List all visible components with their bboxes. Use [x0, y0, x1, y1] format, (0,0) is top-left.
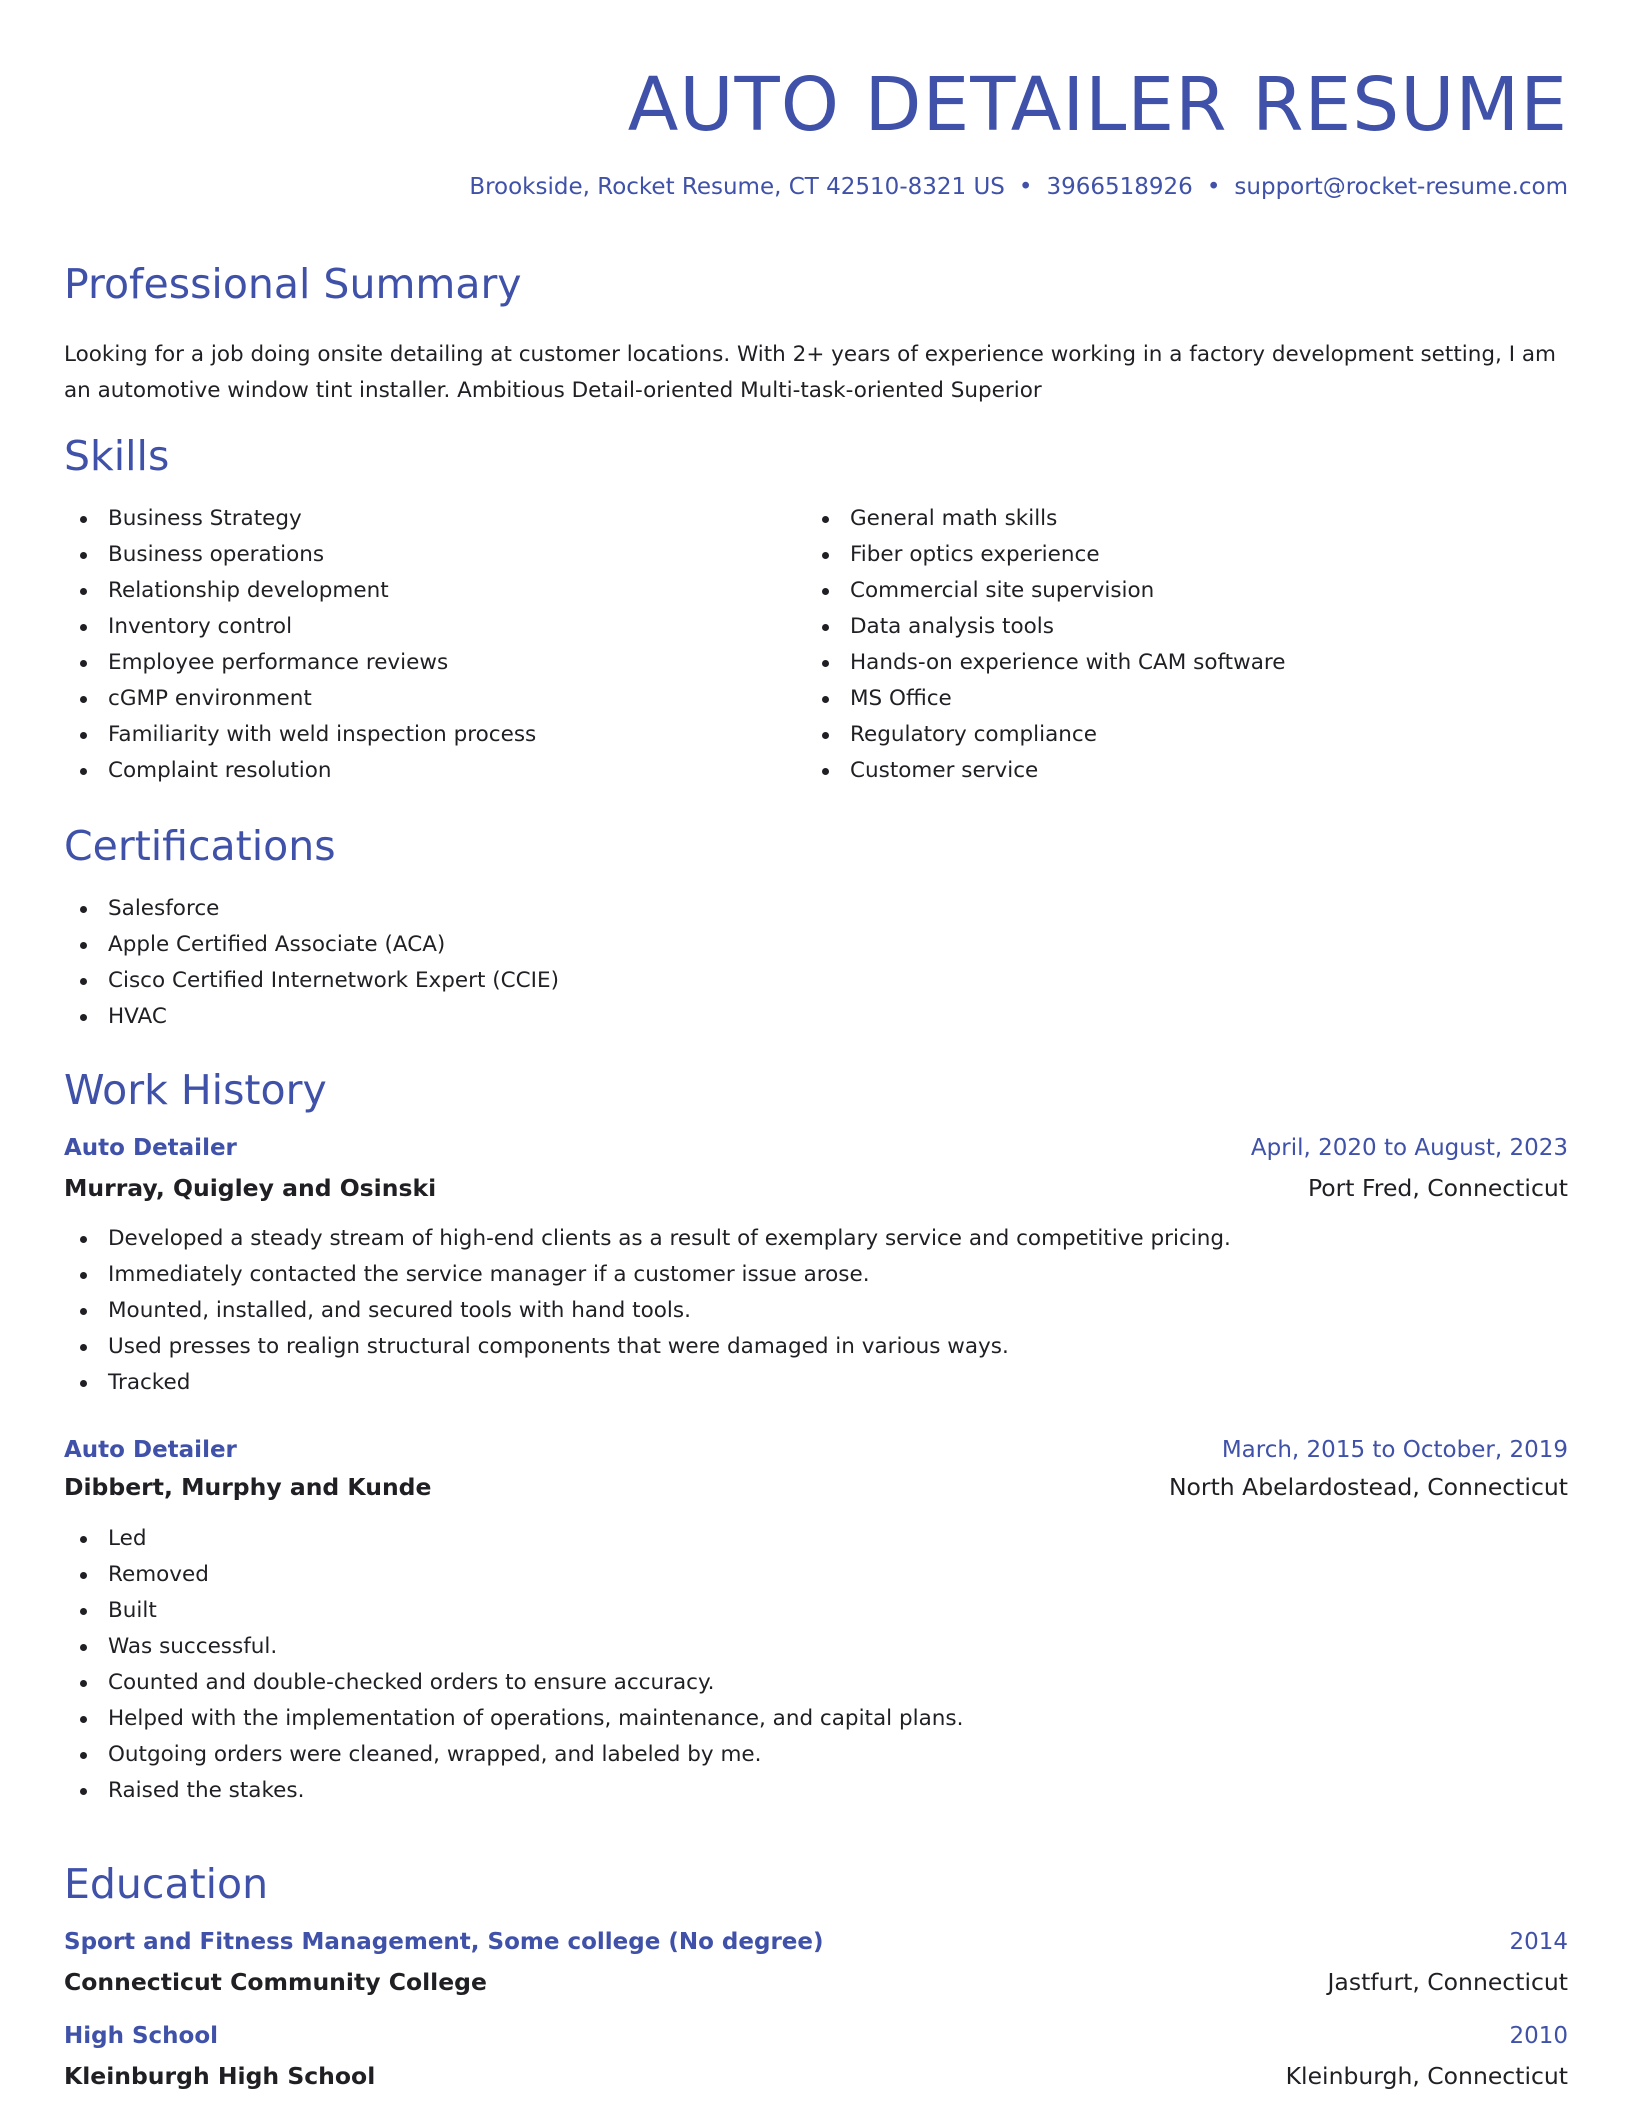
job-bullet: Used presses to realign structural components that were damaged in various ways.: [64, 1329, 1568, 1365]
contact-phone: 3966518926: [1046, 174, 1193, 200]
skill-item: Fiber optics experience: [806, 537, 1548, 573]
job-location: Port Fred, Connecticut: [1307, 1174, 1568, 1202]
contact-email: support@rocket-resume.com: [1234, 174, 1568, 200]
skills-list-left: [64, 501, 806, 789]
certification-item: Salesforce: [64, 891, 1568, 927]
job-entry: [64, 1137, 1568, 1401]
summary-text: Looking for a job doing onsite detailing at customer locations. With 2+ years of experience working in a factory development setting, I am an automotive window tint installer. Ambitious Detail-oriented Multi-task-oriented Superior: [64, 342, 1556, 403]
skill-item: Business operations: [64, 537, 806, 573]
work-history-section: [64, 1066, 1568, 1809]
skill-item: Employee performance reviews: [64, 645, 806, 681]
education-heading: Education: [64, 1860, 269, 1908]
skill-item: Hands-on experience with CAM software: [806, 645, 1548, 681]
skill-item: Relationship development: [64, 573, 806, 609]
job-subheader: [64, 1472, 1568, 1501]
job-bullet: Helped with the implementation of operations, maintenance, and capital plans.: [64, 1701, 1568, 1737]
skill-item: Familiarity with weld inspection process: [64, 717, 806, 753]
job-dates: April, 2020 to August, 2023: [1250, 1135, 1568, 1161]
skills-heading: Skills: [64, 432, 170, 480]
job-header: [64, 1137, 1568, 1160]
job-bullets: [64, 1221, 1568, 1401]
job-bullet: Built: [64, 1593, 1568, 1629]
skill-item: Commercial site supervision: [806, 573, 1548, 609]
education-subheader: [64, 1968, 1568, 1996]
education-location: Kleinburgh, Connecticut: [1285, 2061, 1568, 2090]
skill-item: Business Strategy: [64, 501, 806, 537]
job-bullet: Immediately contacted the service manager if a customer issue arose.: [64, 1257, 1568, 1293]
education-subheader: [64, 2061, 1568, 2090]
skills-section: [64, 432, 1568, 789]
education-degree: High School: [64, 2022, 219, 2049]
job-bullet: Removed: [64, 1557, 1568, 1593]
education-school: Kleinburgh High School: [64, 2061, 376, 2090]
contact-separator: •: [1206, 174, 1221, 200]
certifications-section: [64, 822, 1568, 1035]
skill-item: Data analysis tools: [806, 609, 1548, 645]
job-company: Murray, Quigley and Osinski: [64, 1174, 437, 1202]
skill-item: Customer service: [806, 753, 1548, 789]
summary-section: [64, 260, 1568, 409]
certifications-heading: Certifications: [64, 822, 336, 870]
skill-item: cGMP environment: [64, 681, 806, 717]
education-location: Jastfurt, Connecticut: [1327, 1968, 1568, 1996]
skill-item: General math skills: [806, 501, 1548, 537]
education-section: [64, 1860, 1568, 2090]
education-year: 2010: [1509, 2022, 1568, 2049]
resume-title: AUTO DETAILER RESUME: [627, 62, 1568, 148]
skill-item: Inventory control: [64, 609, 806, 645]
education-year: 2014: [1509, 1929, 1568, 1955]
job-location: North Abelardostead, Connecticut: [1168, 1472, 1568, 1501]
certification-item: HVAC: [64, 999, 1568, 1035]
certification-item: Apple Certified Associate (ACA): [64, 927, 1568, 963]
job-title: Auto Detailer: [64, 1135, 237, 1161]
education-degree: Sport and Fitness Management, Some college (No degree): [64, 1929, 824, 1955]
contact-line: [64, 176, 1568, 199]
job-bullet: Mounted, installed, and secured tools with hand tools.: [64, 1293, 1568, 1329]
job-bullet: Outgoing orders were cleaned, wrapped, and labeled by me.: [64, 1737, 1568, 1773]
education-school: Connecticut Community College: [64, 1968, 487, 1996]
summary-heading: Professional Summary: [64, 260, 522, 308]
skill-item: MS Office: [806, 681, 1548, 717]
job-title: Auto Detailer: [64, 1436, 237, 1463]
job-dates: March, 2015 to October, 2019: [1221, 1436, 1568, 1463]
contact-separator: •: [1018, 174, 1033, 200]
job-entry: [64, 1436, 1568, 1810]
certification-item: Cisco Certified Internetwork Expert (CCIE): [64, 963, 1568, 999]
job-bullets: [64, 1521, 1568, 1809]
education-entry: [64, 2022, 1568, 2090]
job-header: [64, 1436, 1568, 1463]
education-entry: [64, 1931, 1568, 1995]
job-subheader: [64, 1174, 1568, 1202]
skill-item: Regulatory compliance: [806, 717, 1548, 753]
skills-columns: [64, 501, 1568, 789]
skill-item: Complaint resolution: [64, 753, 806, 789]
education-header: [64, 2022, 1568, 2049]
job-bullet: Raised the stakes.: [64, 1773, 1568, 1809]
job-company: Dibbert, Murphy and Kunde: [64, 1472, 432, 1501]
work-history-heading: Work History: [64, 1066, 327, 1114]
job-bullet: Developed a steady stream of high-end clients as a result of exemplary service and competitive pricing.: [64, 1221, 1568, 1257]
job-bullet: Tracked: [64, 1365, 1568, 1401]
job-bullet: Led: [64, 1521, 1568, 1557]
contact-address: Brookside, Rocket Resume, CT 42510-8321 US: [469, 174, 1005, 200]
certifications-list: [64, 891, 1568, 1035]
education-header: [64, 1931, 1568, 1954]
skills-list-right: [806, 501, 1548, 789]
job-bullet: Was successful.: [64, 1629, 1568, 1665]
job-bullet: Counted and double-checked orders to ensure accuracy.: [64, 1665, 1568, 1701]
